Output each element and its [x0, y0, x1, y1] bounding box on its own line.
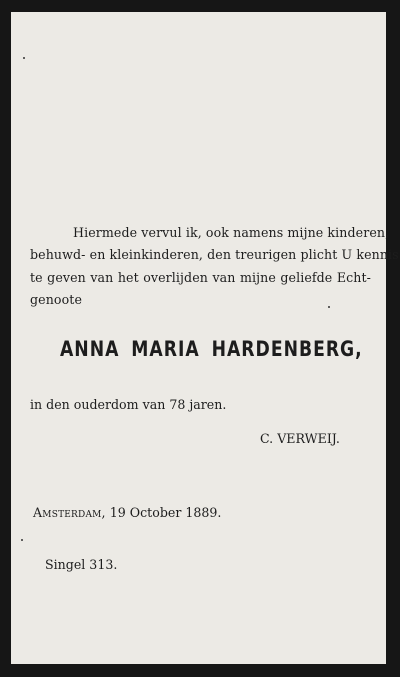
- announcement-line-1: Hiermede vervul ik, ook namens mijne kinderen,: [73, 225, 390, 240]
- ink-speck: [21, 539, 23, 541]
- deceased-name: ANNA MARIA HARDENBERG,: [60, 337, 363, 361]
- place-and-date: [33, 505, 221, 520]
- age-line: in den ouderdom van 78 jaren.: [30, 397, 227, 412]
- mourning-card: [11, 12, 399, 664]
- announcement-line-2: behuwd- en kleinkinderen, den treurigen plicht U kennis: [30, 247, 399, 262]
- announcement-line-4: genoote: [30, 292, 83, 307]
- place-name: Amsterdam,: [33, 505, 106, 520]
- announcement-line-3: te geven van het overlijden van mijne geliefde Echt-: [30, 270, 371, 285]
- address: Singel 313.: [45, 557, 118, 572]
- date: 19 October 1889.: [109, 505, 222, 520]
- ink-speck: [328, 306, 330, 308]
- ink-speck: [23, 57, 25, 59]
- signer-name: C. VERWEIJ.: [260, 431, 340, 446]
